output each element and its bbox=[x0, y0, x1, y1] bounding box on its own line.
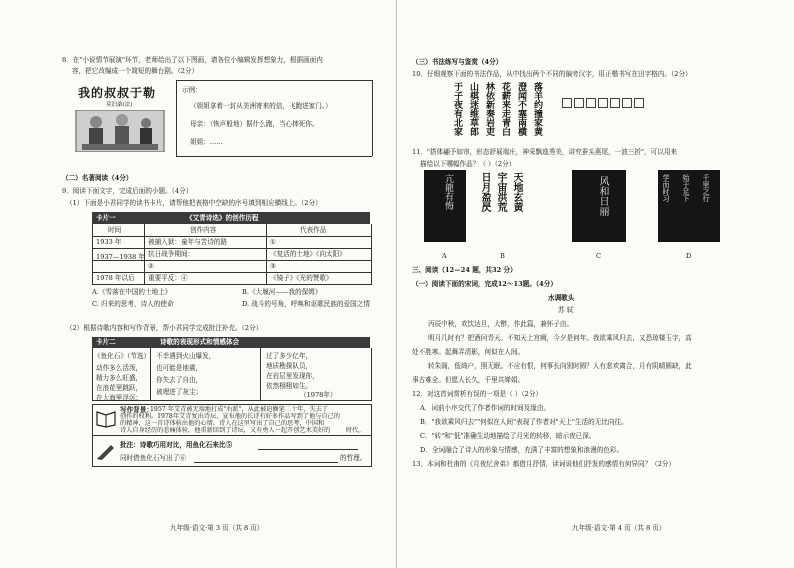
option-a: A.《雪落在中国的土地上》 bbox=[92, 288, 172, 296]
sub-reading: （一）阅读下面的宋词，完成12～13题。（4分） bbox=[412, 280, 557, 288]
poem-line: 你失去了自由， bbox=[156, 376, 203, 384]
row2-works: 《复活的土地》《向太阳》 bbox=[270, 250, 346, 258]
poem-author: 苏 轼 bbox=[558, 306, 574, 314]
q8-box-right bbox=[372, 80, 373, 156]
poem-col-rule bbox=[260, 348, 261, 400]
comic-caption: 莫泊桑(法) bbox=[106, 102, 133, 108]
answer-blank-5[interactable] bbox=[258, 449, 358, 450]
book-icon bbox=[96, 408, 116, 428]
row2-blank: ② bbox=[148, 262, 154, 270]
poem-line: 在浪花里跳跃， bbox=[96, 384, 143, 392]
poem-line: 也可能是地震， bbox=[156, 364, 203, 372]
grid-cell[interactable] bbox=[622, 98, 632, 108]
row4-time: 1978 年以后 bbox=[96, 274, 135, 282]
background-line: 1957 年艾青被无端地打成"右派"，从此被迫搁笔二十年，失去了 bbox=[150, 406, 329, 413]
comic-title: 我的叔叔于勒 bbox=[78, 86, 157, 100]
label-a: A bbox=[442, 252, 447, 260]
option-b: B.《大堰河——我的保姆》 bbox=[242, 288, 322, 296]
grid-cell[interactable] bbox=[610, 98, 620, 108]
q8-example-line3: 姐姐：…… bbox=[190, 138, 223, 146]
page-divider bbox=[396, 0, 397, 568]
calli-column: 山棋迷维草郎 bbox=[468, 82, 478, 136]
q12-option-d: D．全词融合了诗人的形象与情感，充满了丰富的想象和浪漫的色彩。 bbox=[420, 446, 624, 454]
calli-c-text: 风和日丽 bbox=[597, 176, 608, 216]
q11-stem-line1: 11．"搭体翩予如帘，形态舒展端庄，神采飘逸秀美，讲究蚕头燕尾，一波三折"，可以用来 bbox=[412, 148, 678, 156]
q8-example-line2: 母亲：（恢声般地）据什么跑，当心摔死你。 bbox=[190, 120, 319, 128]
poem-line: 动作多么活泼， bbox=[96, 364, 143, 372]
q8-box-bottom bbox=[176, 156, 372, 157]
section-famous-works: （二）名著阅读（4分） bbox=[62, 174, 133, 182]
table-rule bbox=[92, 248, 371, 249]
poem-para: 明月几时有？把酒问青天。不知天上宫阙，今夕是何年。我欲乘风归去，又恐琼楼玉宇，高 bbox=[428, 334, 692, 342]
background-line: 的精神，这一首诗体验出他的心情。诗人在这里写出了自己的思考，中国和 bbox=[120, 420, 325, 427]
poem-line: 在岩层里发现你， bbox=[266, 372, 319, 380]
calligraphy-c bbox=[572, 170, 626, 242]
col-works: 代表作品 bbox=[300, 226, 327, 234]
calli-a-text: 亢龍有悔 bbox=[443, 174, 453, 210]
calli-b-column: 日月盈昃 bbox=[479, 172, 490, 212]
poem-para: 转朱阁，低绮户，照无眠。不应有恨，何事长向别时圆？人有悲欢离合，月有阴晴圆缺，此 bbox=[428, 362, 692, 370]
poem-year: （1978年） bbox=[300, 391, 337, 399]
poem-line: 不幸遇到火山爆发， bbox=[156, 352, 216, 360]
calligraphy-d bbox=[658, 170, 720, 242]
poem-line: 过了多少亿年， bbox=[266, 352, 313, 360]
poem-line: 精力多么旺盛， bbox=[96, 374, 143, 382]
q8-example-label: 示例： bbox=[182, 86, 202, 94]
poem-line: 依然栩栩如生。 bbox=[266, 382, 313, 390]
poem-col-rule bbox=[150, 348, 151, 400]
label-c: C bbox=[596, 252, 602, 260]
poem-preface: 丙辰中秋，欢饮达旦，大醉，作此篇，兼怀子由。 bbox=[428, 320, 574, 328]
card2-title: 诗歌的表现形式和情感体会 bbox=[160, 338, 240, 346]
q8-answer-box-border bbox=[176, 80, 177, 156]
background-heading: 写作背景： bbox=[120, 406, 153, 414]
card1-tag: 卡片一 bbox=[96, 214, 116, 222]
q10-stem: 10．仔细观察下面的书法作品，从中找出两个不同的偏旁汉字，用正楷书写在田字格内。（2分） bbox=[412, 70, 692, 78]
row1-time: 1933 年 bbox=[96, 238, 122, 246]
q12-option-c: C．"转"和"低"准确生动地描绘了月光的转移，暗示夜已深。 bbox=[420, 432, 596, 440]
annotation-head: 批注：诗歌巧用对比，用鱼化石来比⑤ bbox=[120, 441, 233, 449]
table-rule bbox=[92, 272, 371, 273]
q8-stem-line2: 容，把它改编成一个简短的舞台剧。（2分） bbox=[72, 67, 199, 75]
calligraphy-b bbox=[478, 172, 528, 244]
calli-column: 林依新奏岩吏 bbox=[484, 82, 494, 136]
poem-title-right: 水调歌头 bbox=[548, 294, 575, 302]
calli-column: 花薪来走青白 bbox=[500, 82, 510, 136]
calligraphy-sample bbox=[452, 82, 552, 144]
grid-cell[interactable] bbox=[634, 98, 644, 108]
row2-content: 抗日战争期间： bbox=[148, 250, 195, 258]
q13-stem: 13．本词和杜甫的《月夜忆舍弟》都借月抒情，读词说他们抒发的感情有何异同？（2分） bbox=[412, 460, 676, 468]
q8-stem-line1: 8．在"小说情节展演"环节，老师给出了以下图画，请各位小编辑发挥想象力，根据画面内 bbox=[62, 56, 323, 64]
answer-blank-6[interactable] bbox=[194, 462, 338, 463]
row4-works: 《镜子》《光的赞歌》 bbox=[270, 274, 333, 282]
q12-stem: 12．对这首词赏析有误的一项是（ ）（2分） bbox=[412, 390, 543, 398]
annotation-line2: 同时借鱼化石写出了⑥ bbox=[120, 454, 186, 462]
comic-drawing bbox=[74, 110, 166, 152]
q8-box-top bbox=[176, 80, 372, 81]
q12-option-a: A．词前小序交代了作者作词的时间及缘由。 bbox=[420, 404, 551, 412]
option-c: C. 归来的思考，诗人的使命 bbox=[92, 300, 174, 308]
poem-line: 地质勘探队员， bbox=[266, 362, 313, 370]
card2-tag: 卡片二 bbox=[96, 338, 116, 346]
q8-example-line1: （姐姐拿着一封从美洲寄来的信，飞跑进家门。） bbox=[190, 102, 332, 110]
row3-blank: ③ bbox=[270, 262, 276, 270]
calli-column: 落羊约撞家黄 bbox=[532, 82, 542, 136]
calli-b-column: 天地玄黄 bbox=[511, 172, 522, 212]
row1-blank: ① bbox=[270, 238, 276, 246]
row2-time: 1937—1938 年 bbox=[96, 253, 145, 261]
option-d: D. 战斗的号角，呼唤和讴歌民族的爱国之情 bbox=[242, 300, 370, 308]
table-col-rule bbox=[266, 224, 267, 284]
q9-sub2: （2）根据诗歌内容和写作背景，帮小君同学完成批注补充。（2分） bbox=[66, 324, 263, 332]
q11-stem-line2: 描绘以下哪幅作品？（ ）（2分） bbox=[420, 160, 516, 168]
annotation-end: 的哲理。 bbox=[340, 454, 367, 462]
label-b: B bbox=[500, 252, 505, 260]
card1-title: 《艾青诗选》的创作历程 bbox=[186, 214, 259, 222]
pen-icon bbox=[96, 440, 116, 460]
poem-title: 《鱼化石》（节选） bbox=[94, 352, 151, 360]
grid-cell[interactable] bbox=[574, 98, 584, 108]
left-footer: 九年级·语文·第 3 页（共 8 页） bbox=[170, 524, 264, 532]
calli-b-column: 宇宙洪荒 bbox=[495, 172, 506, 212]
poem-line: 被埋进了灰尘； bbox=[156, 388, 203, 396]
table-rule bbox=[92, 236, 371, 237]
background-line: 创作的权利。1978年艾青复出诗坛，宣布他的长诗有好多作品写到了他与自己的 bbox=[120, 413, 340, 420]
calli-d-column: 学而时习 bbox=[662, 174, 670, 202]
col-content: 创作内容 bbox=[190, 226, 217, 234]
background-line: 诗人自身经历的悲痛体验，他重新回到了诗坛，又有勇人一起开创艺术美好的 bbox=[120, 427, 331, 434]
background-line: 时代。 bbox=[346, 427, 365, 434]
section-reading: 三、阅读（12—24 题，共32 分） bbox=[412, 266, 517, 274]
comic-illustration bbox=[74, 82, 166, 152]
grid-cell[interactable] bbox=[586, 98, 596, 108]
calli-column: 澄闻不塞南横 bbox=[516, 82, 526, 136]
row1-content: 被捕入狱：童年与苦诗的路 bbox=[148, 238, 228, 246]
q9-stem: 9．阅读下面文字，完成后面的小题。（4分） bbox=[62, 187, 193, 195]
row4-content: 重要平反：④ bbox=[148, 274, 188, 282]
q12-option-b: B．"我欲乘风归去""何似在人间"表现了作者对"天上"生活的无比向往。 bbox=[420, 418, 628, 426]
poem-line: 在大海里浮沉； bbox=[96, 394, 143, 402]
section-calligraphy: （三）书法练写与鉴赏（4分） bbox=[412, 58, 503, 66]
col-time: 时间 bbox=[108, 226, 122, 234]
calligraphy-a bbox=[424, 170, 466, 242]
poem-para: 事古难全。但愿人长久，千里共婵娟。 bbox=[412, 376, 525, 384]
calli-column: 于子夜有北家 bbox=[452, 82, 462, 136]
grid-cell[interactable] bbox=[562, 98, 572, 108]
poem-para: 处不胜寒。起舞弄清影，何似在人间。 bbox=[412, 348, 525, 356]
label-d: D bbox=[686, 252, 692, 260]
grid-cell[interactable] bbox=[598, 98, 608, 108]
calli-d-column: 千里之行 bbox=[702, 174, 710, 202]
q9-sub1: （1）下面是小君同学的读书卡片，请帮他把表格中空缺的序号填到相应横线上。（2分） bbox=[66, 199, 322, 207]
right-footer: 九年级·语文·第 4 页（共 8 页） bbox=[572, 524, 666, 532]
calli-d-column: 始于足下 bbox=[682, 174, 690, 202]
